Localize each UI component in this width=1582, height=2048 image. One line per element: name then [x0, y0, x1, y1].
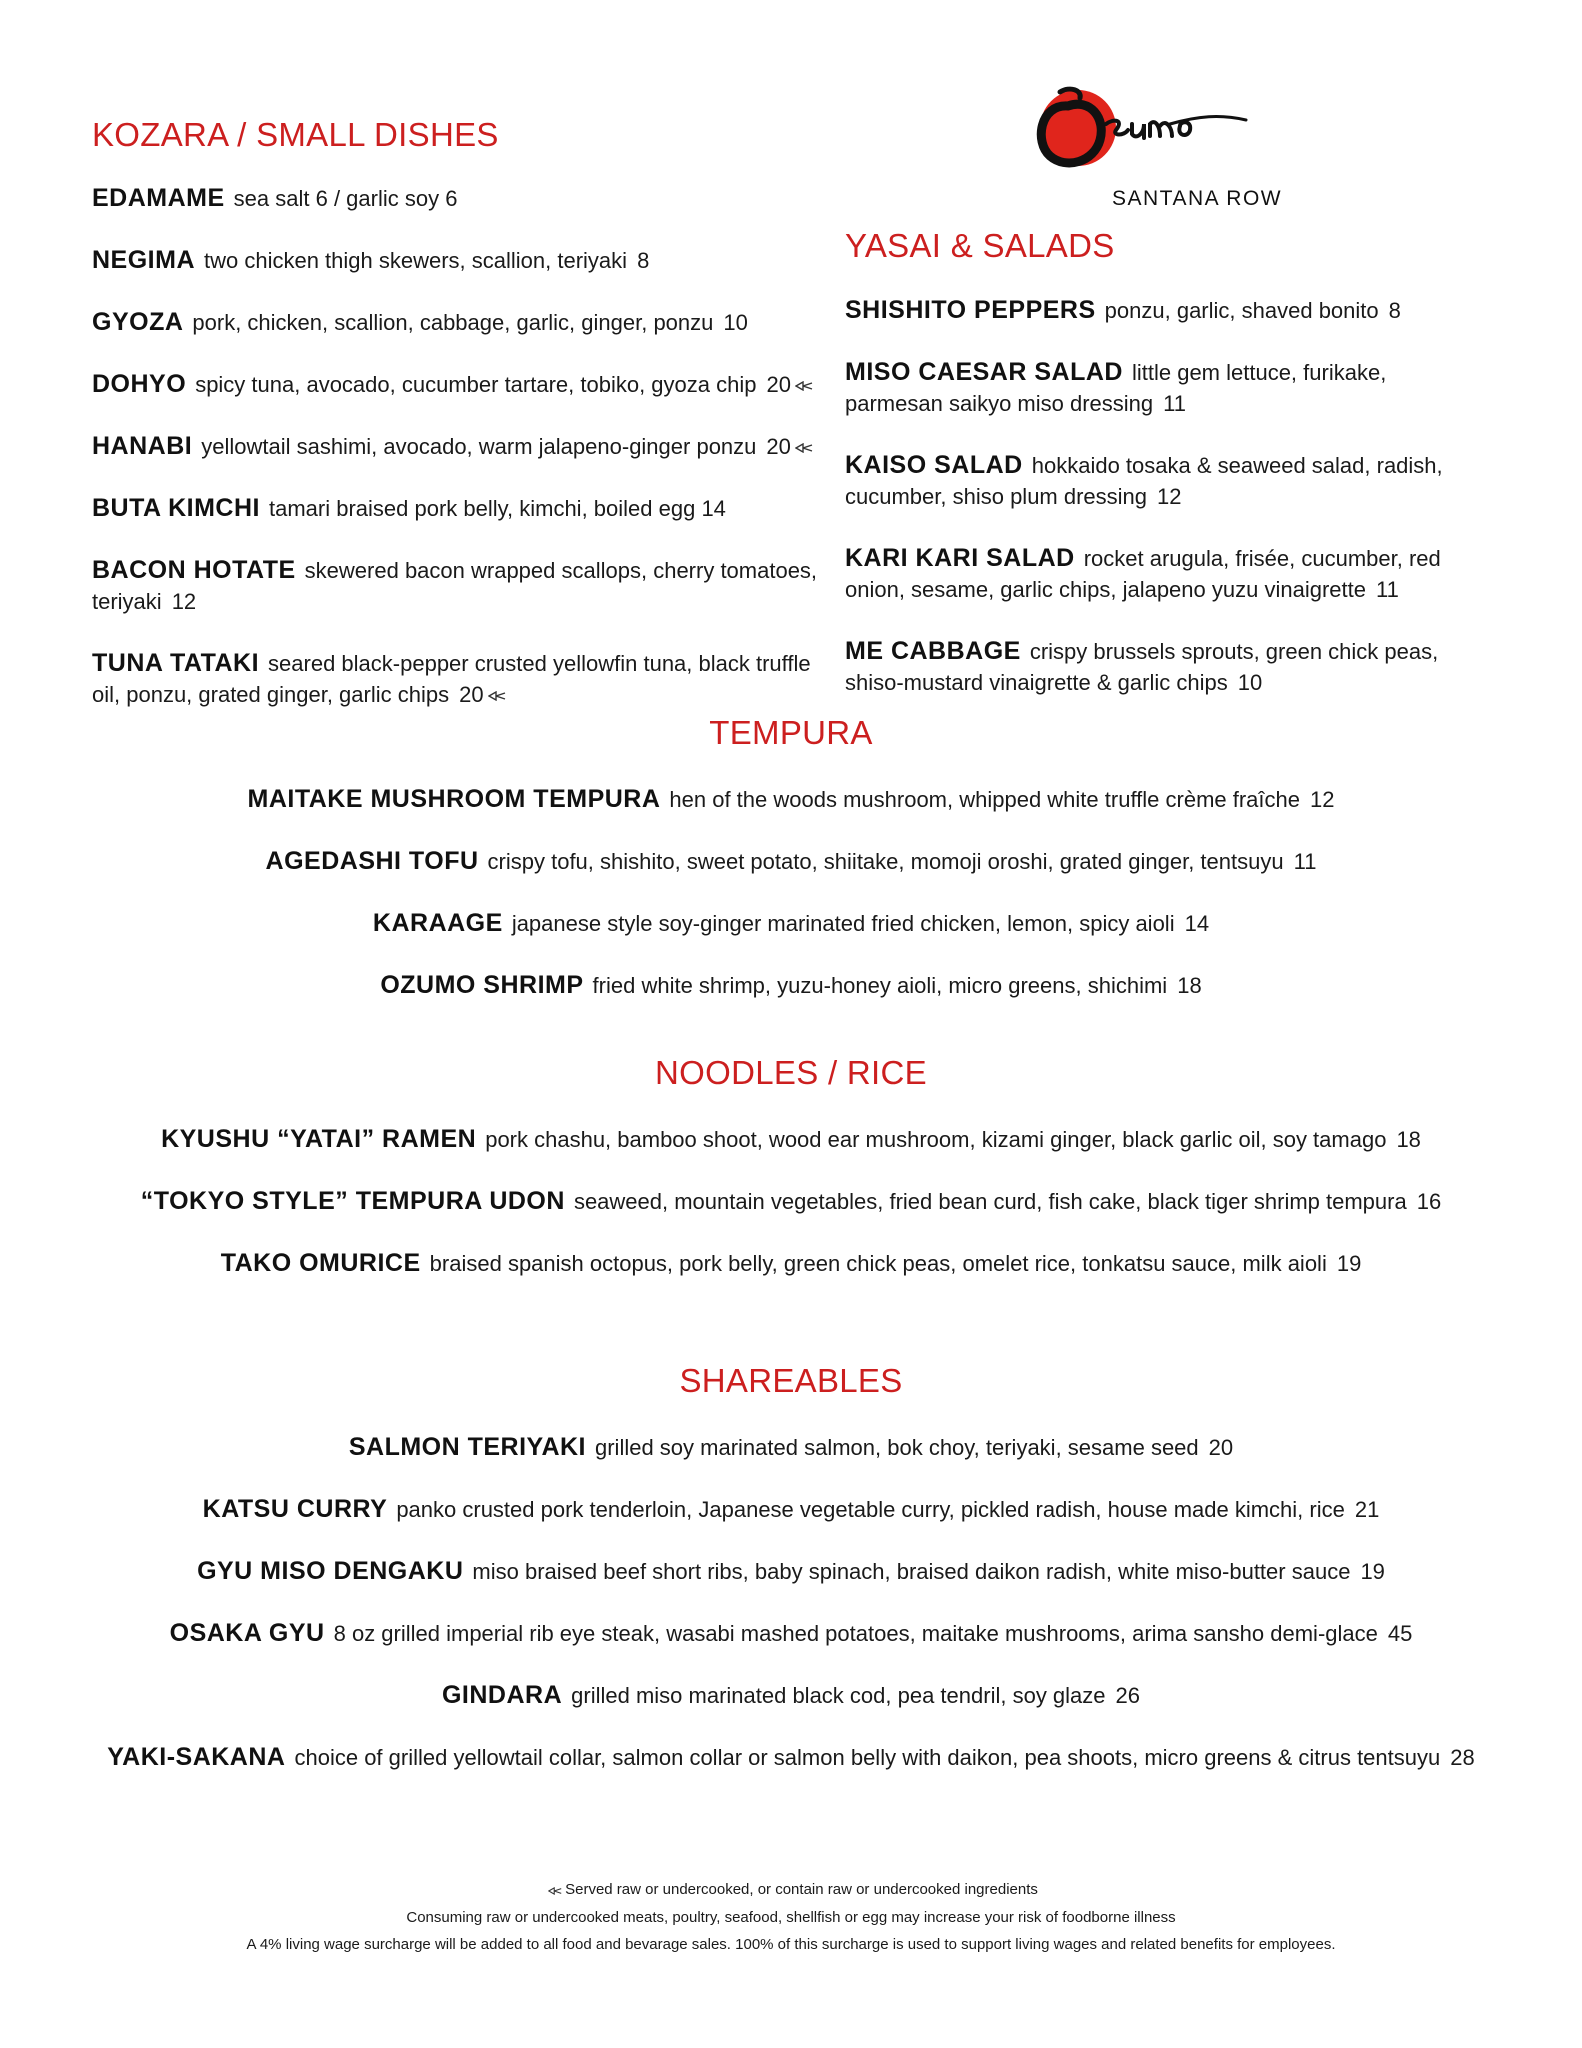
menu-item: [266, 846, 1317, 877]
item-price: 20: [766, 434, 791, 459]
menu-item: [197, 1556, 1385, 1587]
menu-item: [203, 1494, 1380, 1525]
item-name: SALMON TERIYAKI: [348, 1433, 586, 1461]
menu-item: [845, 450, 1485, 512]
section-title-shareables: SHAREABLES: [679, 1362, 903, 1399]
item-description: hen of the woods mushroom, whipped white truffle crème fraîche: [669, 787, 1300, 812]
item-price: 20: [766, 372, 791, 397]
item-price: 14: [1184, 911, 1210, 936]
menu-item: [170, 1618, 1413, 1649]
item-description: sea salt 6 / garlic soy 6: [233, 186, 458, 211]
item-description: seared black-pepper crusted yellowfin tuna, black truffle oil, ponzu, grated ginger, garlic chips: [92, 651, 811, 707]
item-description: choice of grilled yellowtail collar, salmon collar or salmon belly with daikon, pea shoots, micro greens & citrus tentsuyu: [294, 1745, 1441, 1770]
menu-item: [107, 1742, 1474, 1773]
item-price: 19: [1360, 1559, 1385, 1584]
menu-item: [380, 970, 1201, 1001]
item-description: grilled miso marinated black cod, pea tendril, soy glaze: [571, 1683, 1106, 1708]
item-name: ME CABBAGE: [845, 637, 1021, 665]
raw-fish-icon: [488, 680, 506, 711]
section-title-yasai: YASAI & SALADS: [845, 227, 1115, 264]
raw-note: [0, 1876, 1582, 1904]
menu-item: [92, 307, 822, 338]
item-description: hokkaido tosaka & seaweed salad, radish, cucumber, shiso plum dressing: [845, 453, 1443, 509]
item-name: HANABI: [92, 432, 193, 460]
item-price: 18: [1177, 973, 1202, 998]
footer-notes: [0, 1876, 1582, 1958]
item-name: MISO CAESAR SALAD: [845, 358, 1123, 386]
menu-item: [161, 1124, 1421, 1155]
location-subtitle: SANTANA ROW: [1112, 187, 1283, 210]
item-description: pork, chicken, scallion, cabbage, garlic, ginger, ponzu: [192, 310, 714, 335]
item-name: GYU MISO DENGAKU: [197, 1557, 464, 1585]
raw-fish-icon: [548, 1877, 562, 1904]
item-price: 19: [1336, 1251, 1362, 1276]
item-name: YAKI-SAKANA: [107, 1743, 286, 1771]
item-name: BUTA KIMCHI: [92, 494, 260, 522]
item-name: OSAKA GYU: [169, 1619, 325, 1647]
item-description: japanese style soy-ginger marinated fried chicken, lemon, spicy aioli: [511, 911, 1175, 936]
menu-item: [845, 357, 1485, 419]
item-name: NEGIMA: [92, 246, 195, 274]
item-price: 12: [1157, 484, 1182, 509]
item-price: 28: [1450, 1745, 1475, 1770]
item-price: 20: [459, 682, 484, 707]
item-price: 21: [1354, 1497, 1380, 1522]
item-description: 8 oz grilled imperial rib eye steak, wasabi mashed potatoes, maitake mushrooms, arima sansho demi-glace: [333, 1621, 1378, 1646]
item-description: two chicken thigh skewers, scallion, teriyaki: [204, 248, 628, 273]
item-description: tamari braised pork belly, kimchi, boiled egg 14: [268, 496, 726, 521]
item-description: panko crusted pork tenderloin, Japanese vegetable curry, pickled radish, house made kimchi, rice: [396, 1497, 1345, 1522]
menu-item: [373, 908, 1209, 939]
risk-note: Consuming raw or undercooked meats, poultry, seafood, shellfish or egg may increase your risk of foodborne illness: [406, 1909, 1176, 1926]
section-title-tempura: TEMPURA: [709, 714, 873, 751]
item-price: 10: [1237, 670, 1263, 695]
item-description: crispy tofu, shishito, sweet potato, shiitake, momoji oroshi, grated ginger, tentsuyu: [487, 849, 1284, 874]
section-title-noodles: NOODLES / RICE: [655, 1054, 927, 1091]
item-price: 26: [1115, 1683, 1141, 1708]
item-price: 12: [1310, 787, 1335, 812]
item-description: ponzu, garlic, shaved bonito: [1104, 298, 1379, 323]
item-description: skewered bacon wrapped scallops, cherry tomatoes, teriyaki: [92, 558, 818, 614]
item-price: 11: [1293, 849, 1317, 874]
item-description: braised spanish octopus, pork belly, green chick peas, omelet rice, tonkatsu sauce, milk aioli: [429, 1251, 1327, 1276]
item-description: pork chashu, bamboo shoot, wood ear mushroom, kizami ginger, black garlic oil, soy tamago: [485, 1127, 1387, 1152]
item-name: MAITAKE MUSHROOM TEMPURA: [247, 785, 661, 813]
item-name: “TOKYO STYLE” TEMPURA UDON: [140, 1187, 565, 1215]
item-name: TUNA TATAKI: [92, 649, 260, 677]
item-description: seaweed, mountain vegetables, fried bean curd, fish cake, black tiger shrimp tempura: [573, 1189, 1407, 1214]
item-name: OZUMO SHRIMP: [380, 971, 584, 999]
raw-note-text: Served raw or undercooked, or contain raw or undercooked ingredients: [565, 1881, 1038, 1898]
menu-item: [442, 1680, 1140, 1711]
menu-item: [92, 245, 822, 276]
item-name: EDAMAME: [92, 184, 225, 212]
item-price: 20: [1208, 1435, 1234, 1460]
item-description: little gem lettuce, furikake, parmesan saikyo miso dressing: [845, 360, 1387, 416]
surcharge-note: A 4% living wage surcharge will be added to all food and bevarage sales. 100% of this surcharge is used to support living wages and related benefits for employees.: [246, 1936, 1336, 1953]
menu-item: [92, 183, 822, 214]
item-price: 45: [1387, 1621, 1413, 1646]
raw-fish-icon: [795, 432, 813, 463]
item-price: 12: [171, 589, 197, 614]
menu-item: [845, 295, 1485, 326]
item-description: yellowtail sashimi, avocado, warm jalapeno-ginger ponzu: [201, 434, 757, 459]
item-name: GYOZA: [92, 308, 184, 336]
menu-item: [845, 543, 1485, 605]
menu-item: [92, 493, 822, 524]
menu-item: [845, 636, 1485, 698]
item-description: crispy brussels sprouts, green chick peas, shiso-mustard vinaigrette & garlic chips: [845, 639, 1439, 695]
item-name: KARI KARI SALAD: [845, 544, 1075, 572]
menu-item: [92, 555, 822, 617]
item-description: fried white shrimp, yuzu-honey aioli, micro greens, shichimi: [592, 973, 1168, 998]
menu-item: [92, 369, 822, 401]
item-name: KYUSHU “YATAI” RAMEN: [161, 1125, 477, 1153]
item-price: 10: [723, 310, 748, 335]
item-name: KAISO SALAD: [845, 451, 1023, 479]
item-price: 18: [1396, 1127, 1421, 1152]
item-name: BACON HOTATE: [92, 556, 296, 584]
item-name: AGEDASHI TOFU: [265, 847, 479, 875]
item-price: 11: [1163, 391, 1186, 416]
menu-item: [349, 1432, 1233, 1463]
item-name: SHISHITO PEPPERS: [845, 296, 1096, 324]
section-title-kozara: KOZARA / SMALL DISHES: [92, 116, 499, 153]
item-description: spicy tuna, avocado, cucumber tartare, tobiko, gyoza chip: [195, 372, 757, 397]
item-name: KARAAGE: [372, 909, 503, 937]
item-price: 11: [1375, 577, 1399, 602]
menu-item: [221, 1248, 1362, 1279]
item-description: rocket arugula, frisée, cucumber, red onion, sesame, garlic chips, jalapeno yuzu vinaigrette: [845, 546, 1441, 602]
menu-item: [92, 648, 822, 711]
item-name: GINDARA: [441, 1681, 563, 1709]
menu-item: [92, 431, 822, 463]
menu-item: [141, 1186, 1441, 1217]
item-price: 16: [1416, 1189, 1442, 1214]
item-name: KATSU CURRY: [202, 1495, 388, 1523]
menu-item: [248, 784, 1335, 815]
item-name: TAKO OMURICE: [220, 1249, 421, 1277]
ozumo-logo: [1020, 84, 1250, 184]
raw-fish-icon: [795, 370, 813, 401]
item-price: 8: [637, 248, 650, 273]
item-description: miso braised beef short ribs, baby spinach, braised daikon radish, white miso-butter sauce: [472, 1559, 1351, 1584]
item-price: 8: [1388, 298, 1401, 323]
item-name: DOHYO: [92, 370, 187, 398]
item-description: grilled soy marinated salmon, bok choy, teriyaki, sesame seed: [595, 1435, 1199, 1460]
